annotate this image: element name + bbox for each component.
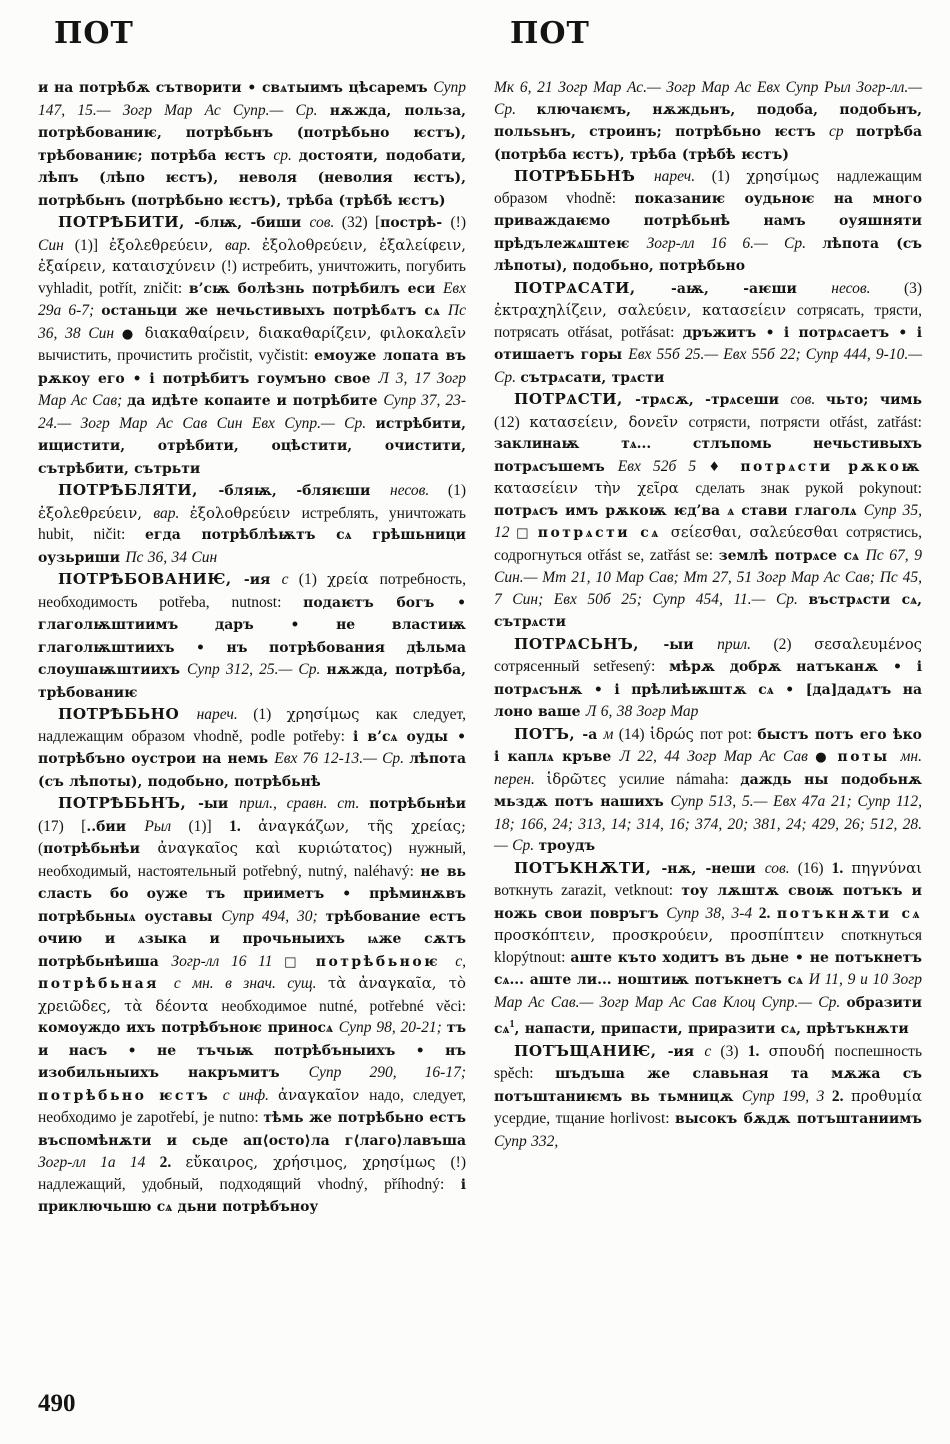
text-segment-p: споткнуться klopýtnout: (494, 927, 922, 966)
text-segment-p: усердие, тщание horlivost: (494, 1110, 676, 1128)
entry-continuation-potreba (38, 77, 466, 212)
text-segment-it: Супр 332, (494, 1132, 559, 1150)
text-segment-g: κατασείειν τὴν χεῖρα (494, 479, 696, 497)
text-segment-ocs: подаѥтъ богъ • глаголѭштиимъ даръ • не властиѭ глаголѭштиихъ • нъ потрѣбования дѣльма слоушаѭштиихъ (38, 594, 466, 678)
text-segment-g: ἀναγκαῖον (278, 1085, 370, 1104)
text-segment-ocs: -блѭ, -биши (194, 215, 310, 231)
text-segment-g: χρεία (327, 570, 380, 588)
running-head-right: ПОТ (510, 16, 590, 51)
text-segment-ocs: -а (582, 726, 604, 743)
text-segment-sup: 1 (509, 1019, 515, 1030)
text-segment-p: (!) истребить, уничтожить, погубить vyhladit, potřít, zničit: (38, 258, 466, 297)
text-segment-p: сотрясенный setřesený: (494, 658, 670, 675)
text-segment-hw: ПОТЪКНѪТИ, (514, 858, 662, 877)
text-segment-ocs: шъдъша же славьная та мѫжа съ потъштаниѥмъ вь тьмницѫ (494, 1066, 922, 1105)
text-segment-g: εὔκαιρος, χρήσιμος, χρησίμως (185, 1153, 451, 1171)
text-segment-b: 2. (159, 1154, 186, 1171)
text-segment-it: сов. (764, 859, 798, 877)
text-segment-sym: □ (516, 526, 538, 541)
entry-potshtanie (494, 1041, 922, 1153)
text-segment-it: Пс 36, 34 Син (125, 548, 218, 566)
text-segment-g: ἐξολεθρεύειν, (38, 503, 154, 522)
text-segment-ocs: , напасти, припасти, приразити сѧ, прѣтъкнѫти (514, 1021, 909, 1038)
text-segment-ocs: чьто; чимь (825, 392, 922, 408)
text-segment-ocs: дръжитъ • і потрѧсаетъ • і отишаетъ горы (494, 324, 922, 363)
text-segment-it: вар. (224, 236, 262, 254)
text-segment-ocs: аште къто ходитъ въ дьне • не потъкнетъ сѧ... аште ли... ноштиѭ потъкнетъ сѧ (494, 949, 923, 988)
text-segment-ocs: лѣпота (съ лѣпоты), подобьно, потрѣбьнѣ (38, 751, 466, 790)
entry-potryasn (494, 634, 922, 724)
text-segment-ocs: достояти, подобати, лѣпъ (лѣпо ѥстъ), неволя (неволия ѥстъ), потрѣбьнъ (потрѣбьно ѥстъ), трѣба (трѣбѣ ѥстъ) (38, 147, 467, 209)
text-segment-p: сотрясать, трясти, потрясать otřásat, potřásat: (494, 302, 922, 341)
text-segment-p: (17) [ (38, 817, 87, 835)
text-segment-it: ср (828, 123, 856, 140)
text-segment-p: (16) (797, 859, 832, 877)
text-segment-p: (14) (618, 725, 650, 743)
text-segment-ocs: -ия (667, 1043, 705, 1060)
entry-continuation-potrebn (494, 77, 922, 166)
text-segment-p: сотрястись, содрогнуться otřást se, zatřást se: (494, 524, 922, 564)
entry-potryasati (494, 278, 922, 390)
text-segment-ocs: тоу лѫштѫ своѭ потъкъ и ножь свои повръгъ (494, 883, 922, 922)
entry-pot (494, 724, 922, 858)
text-segment-g: σείεσθαι, σαλεύεσθαι (670, 523, 846, 541)
text-segment-it: Супр 513, 5.— Евх 47а 21; Супр 112, 18; 166, 24; 313, 14; 314, 16; 374, 20; 381, 24; 429, 26; 512, 28.— Ср. (494, 793, 922, 854)
text-segment-it: сов. (309, 214, 342, 231)
text-segment-it: с (704, 1042, 721, 1060)
text-segment-it: Супр 35, 12 (494, 501, 922, 541)
text-segment-p: надо, следует, необходимо je zapotřebí, je nutno: (38, 1086, 466, 1126)
text-segment-g: ἀναγκάζων, τῆς χρείας; (258, 816, 466, 835)
text-segment-it: Евх 55б 25.— Евх 55б 22; Супр 444, 9-10.— Ср. (494, 346, 922, 386)
right-column (494, 16, 922, 1152)
text-segment-b: 1. (831, 859, 852, 877)
text-segment-ocs: комоуждо ихъ потрѣбъноѥ приносѧ (38, 1020, 339, 1036)
page-number: 490 (38, 1390, 76, 1417)
entry-potrebne (494, 166, 922, 278)
text-segment-ocs: нѫжда, польза, потрѣбованиѥ, потрѣбьнъ (потрѣбьно ѥстъ), трѣбованиѥ; потрѣба ѥстъ (38, 102, 467, 164)
text-segment-g: ἐκτραχηλίζειν, σαλεύειν, κατασείειν (494, 301, 797, 319)
text-segment-it: Евх 76 12-13.— Ср. (274, 750, 410, 767)
text-segment-p: (1) (253, 706, 287, 723)
text-segment-b: 2. (831, 1087, 851, 1105)
text-segment-it: с (281, 571, 299, 588)
text-segment-it: несов. (831, 279, 904, 297)
text-segment-p: (!) надлежащий, удобный, подходящий vhodný, příhodný: (38, 1154, 467, 1193)
text-segment-g: ἀναγκαῖος καὶ κυριώτατος (157, 839, 387, 857)
text-segment-hw: ПОТРѦСЬНЪ, (514, 634, 664, 653)
text-segment-sym: ● (121, 326, 145, 342)
text-segment-p: сделать знак рукой pokynout: (695, 480, 922, 497)
text-segment-it: мн. перен. (494, 748, 922, 788)
text-segment-p: вычистить, прочистить pročistit, vyčistit: (38, 347, 315, 364)
text-segment-it: с инф. (222, 1086, 279, 1104)
text-segment-ocsx: потъкнѫти сѧ (776, 905, 923, 922)
text-segment-it: Л 22, 44 Зогр Мар Ас Сав (619, 748, 816, 765)
text-segment-it: м (603, 725, 619, 743)
text-segment-ocs: -бляѭ, -бляѥши (218, 483, 390, 499)
text-segment-ocsx: потрѧсти рѫкоѭ (740, 458, 922, 475)
text-segment-it: И 11, 9 и 10 Зогр Мар Ас Сав.— Зогр Мар Ас Сав Клоц Супр.— Ср. (494, 971, 922, 1011)
text-segment-it: Мк 6, 21 Зогр Мар Ас.— Зогр Мар Ас Евх Супр Рыл Зогр-лл.— Ср. (494, 79, 922, 118)
text-segment-it: Зогр-лл 16 11 (171, 952, 285, 970)
text-segment-it: Супр 98, 20-21; (338, 1019, 447, 1036)
text-segment-p: (3) (720, 1042, 748, 1060)
text-segment-ocs: -ия (243, 572, 282, 588)
text-segment-it: Супр 37, 23-24.— Зогр Мар Ас Сав Син Евх Супр.— Ср. (38, 392, 466, 432)
text-segment-p: (1) (447, 482, 466, 499)
text-segment-p: ) нужный, необходимый, настоятельный potřebný, nutný, naléhavý: (38, 840, 467, 880)
text-segment-p: пот pot: (700, 725, 758, 743)
text-segment-b: 1. (747, 1042, 769, 1060)
text-segment-ocs: тѣмь же потрѣбьно естъ въспомѣнѫти и сьде ап⟨осто⟩ла г⟨лаго⟩лавъша (38, 1110, 466, 1149)
text-segment-ocs: пострѣ- (380, 215, 451, 231)
text-segment-p: как следует, надлежащим образом vhodně, podle potřeby: (38, 706, 467, 745)
text-segment-hw: ПОТРѢБЛЯТИ, (58, 481, 219, 499)
text-segment-it: нареч. (196, 706, 254, 723)
text-segment-it: Пс 67, 9 Син.— Мт 21, 10 Мар Сав; Мт 27, 51 Зогр Мар Ас Сав; Пс 45, 7 Син; Евх 50б 25; Супр 454, 11.— Ср. (494, 546, 922, 608)
text-segment-it: Зогр-лл 1а 14 (38, 1154, 160, 1171)
text-segment-ocs: высокъ бѫдѫ потъштаниимъ (675, 1111, 922, 1128)
text-segment-g: κατασείειν, δονεῖν (529, 412, 689, 431)
text-segment-p: необходимое nutné, potřebné věci: (221, 997, 467, 1015)
text-segment-hw: ПОТРѦСАТИ, (514, 278, 672, 297)
text-segment-g: ἱδρῶτες (546, 769, 619, 788)
text-segment-ocs: и на потрѣбѫ сътворити • свѧтыимъ цѣсаремъ (38, 80, 434, 96)
entry-potryasti (494, 389, 922, 634)
text-segment-p: (1)] (188, 817, 230, 835)
text-segment-p: (32) [ (341, 214, 381, 231)
text-segment-ocs: троудъ (538, 838, 596, 854)
entry-potrebn (38, 793, 466, 1219)
text-segment-it: несов. (390, 482, 448, 499)
text-segment-ocs: быстъ потъ его ѣко і каплѧ кръве (494, 726, 922, 765)
text-segment-p: (!) (450, 214, 466, 231)
text-segment-g: διακαθαίρειν, διακαθαρίζειν, φιλοκαλεῖν (144, 323, 467, 342)
text-segment-ocs: потрѧсъ имъ рѫкоѭ ѥд’ва ѧ стави глаголѧ (494, 502, 864, 519)
text-segment-p: надлежащим образом vhodně: (494, 168, 922, 207)
text-segment-it: с, (455, 952, 466, 970)
text-segment-it: прил. (717, 635, 774, 653)
entry-potrebovanie (38, 569, 466, 704)
text-segment-p: истреблять, уничтожать hubit, ničit: (38, 504, 466, 543)
text-segment-ocs: не вь сласть бо оуже тъ прииметъ • прѣминѫвъ потрѣбьныѧ оуставы (38, 863, 466, 925)
text-segment-ocs: -аѭ, -аѥши (671, 280, 832, 297)
text-segment-hw: ПОТРѢБЬНО (58, 705, 197, 723)
text-segment-it: Супр 290, 16-17; (308, 1064, 466, 1081)
text-segment-it: Евх 52б 5 (617, 457, 709, 475)
text-segment-p: потребность, необходимость potřeba, nutnost: (38, 571, 466, 611)
text-segment-ocs: показаниѥ оудьноѥ на много приваждаѥмо потрѣбьнѣ намъ оуяшняти прѣдълежѧштеѥ (494, 190, 923, 252)
text-segment-it: Супр 494, 30; (221, 907, 326, 925)
text-segment-ocs: нѫжда, потрѣба, трѣбованиѥ (38, 662, 466, 701)
text-segment-sym: □ (284, 954, 316, 970)
text-segment-ocs: землѣ потрѧсе сѧ (718, 547, 866, 564)
text-segment-g: χρησίμως (286, 705, 376, 723)
text-segment-it: нареч. (653, 168, 712, 185)
text-segment-p: (1)] (74, 236, 110, 254)
text-segment-ocs: -ыи (663, 636, 718, 653)
text-segment-ocs: потрѣбьнѣи (369, 796, 466, 812)
text-segment-g: πηγνύναι (851, 858, 923, 877)
text-segment-p: (1) (711, 168, 747, 185)
text-segment-ocsx: потрѣбьная (38, 976, 174, 992)
text-segment-g: τὰ ἀναγκαῖα, τὸ χρειῶδες, τὰ δέοντα (38, 974, 466, 1015)
text-segment-ocs: -трѧсѫ, -трѧсеши (635, 392, 791, 408)
entry-potrebiti (38, 212, 466, 480)
text-segment-it: ср. (273, 146, 299, 164)
text-segment-ocs: потрѣбьнѣи (43, 841, 158, 857)
text-segment-g: ἱδρώς (649, 724, 701, 743)
text-segment-hw: ПОТЪ, (514, 724, 583, 743)
text-segment-ocs: останьци же нечьстивыхъ потрѣбѧтъ сѧ (101, 303, 448, 319)
text-segment-it: Рыл (144, 817, 189, 835)
text-segment-it: Супр 147, 15.— Зогр Мар Ас Супр.— Ср. (38, 79, 466, 119)
text-segment-ocs: сътрѧсати, трѧсти (520, 369, 665, 386)
text-segment-hw: ПОТРѦСТИ, (514, 390, 636, 408)
text-segment-g: ἐξολοθρεύειν (189, 503, 302, 522)
text-segment-ocs: трѣбование естъ очию и ѧзыка и прочьныихъ ѩже сѫтъ потрѣбьнѣиша (38, 908, 466, 970)
text-segment-it: Л 6, 38 Зогр Мар (585, 703, 699, 720)
text-segment-hw: ПОТРѢБОВАНИѤ, (58, 570, 244, 588)
text-segment-p: поспешность spěch: (494, 1042, 923, 1083)
text-segment-ocs: даждь ны подобьнѫ мьздѫ потъ нашихъ (494, 771, 922, 810)
text-segment-p: (2) (773, 635, 815, 653)
text-segment-ocsx: потрѧсти сѧ (537, 525, 671, 541)
text-segment-ocs: истрѣбити, ищистити, отрѣбити, оцѣстити, очистити, сътрѣбити, сътрьти (38, 415, 466, 477)
entry-potreblyati (38, 480, 466, 569)
text-segment-it: Пс 36, 38 Син (38, 302, 466, 342)
text-segment-ocs: лѣпота (съ лѣпоты), подобьно, потрѣбьно (494, 235, 922, 274)
text-segment-b: 1. (229, 817, 259, 835)
text-segment-g: προθυμία (851, 1086, 923, 1105)
text-segment-ocsx: поты (837, 749, 901, 765)
text-segment-p: воткнуть zarazit, vetknout: (494, 882, 682, 899)
text-segment-p: ( (38, 840, 44, 857)
text-segment-p: (12) (494, 413, 530, 431)
text-segment-p: (1) (298, 571, 328, 588)
text-segment-it: Евх 29а 6-7; (38, 279, 467, 319)
text-segment-ocs: егда потрѣблѣѭтъ сѧ грѣшьници оузьриши (38, 527, 467, 566)
text-segment-ocs: ключаѥмъ, нѫждьнъ, подоба, подобьнъ, польѕьнъ, строинъ; потрѣбьно ѥстъ (494, 101, 922, 140)
entry-potrebno (38, 704, 466, 793)
text-segment-ocs: і приключьшю сѧ дьни потрѣбъноу (38, 1176, 466, 1215)
text-segment-ocs: і в’сѧ оуды • потрѣбъно оустрои на немь (38, 728, 466, 767)
text-segment-it: прил., сравн. ст. (239, 795, 370, 812)
entry-potknuti (494, 858, 922, 1041)
text-segment-hw: ПОТРѢБИТИ, (58, 213, 195, 231)
text-segment-it: сов. (790, 391, 826, 408)
running-head-left: ПОТ (54, 16, 134, 51)
text-segment-ocsx: потрѣбьно ѥстъ (38, 1087, 223, 1104)
text-segment-it: Супр 38, 3-4 (666, 904, 759, 922)
text-segment-it: с мн. в знач. сущ. (173, 975, 328, 992)
text-segment-ocs: образити сѧ (494, 994, 922, 1038)
text-segment-ocsx: потрѣбьноѥ (315, 953, 456, 970)
text-segment-g: προσκόπτειν, προσκρούειν, προσπίπτειν (494, 926, 842, 944)
text-segment-ocs: мѣрѫ добрѫ натъканѫ • і потрѧсънѫ • і прѣлиѣѭштѫ сѧ • [да]дадѧтъ на лоно ваше (494, 659, 922, 720)
text-segment-ocs: тъ и насъ • не тъчьѭ потрѣбъныихъ • нъ изобильныихъ накръмитъ (38, 1020, 467, 1081)
text-segment-g: ἐξολοθρεύειν, ἐξαλείφειν, ἐξαίρειν, καταισχύνειν (38, 235, 466, 275)
text-segment-sym: ♦ (708, 459, 741, 475)
text-segment-sym: ● (815, 750, 838, 765)
text-segment-ocs: -ыи (198, 796, 240, 812)
text-segment-it: Супр 312, 25.— Ср. (187, 661, 327, 678)
text-segment-it: Л 3, 17 Зогр Мар Ас Сав; (38, 369, 466, 409)
text-segment-it: Супр 199, 3 (741, 1087, 832, 1105)
text-segment-it: Зогр-лл 16 6.— Ср. (646, 234, 823, 252)
text-segment-hw: ПОТЪЩАНИѤ, (514, 1041, 668, 1060)
text-segment-ocs: -нѫ, -неши (661, 860, 765, 877)
text-segment-ocs: въстрѧсти сѧ, сътрѧсти (494, 591, 922, 630)
text-segment-p: сотрясти, потрясти otřást, zatřást: (688, 413, 922, 431)
text-segment-it: Син (38, 236, 75, 254)
text-segment-ocs: да идѣте копаите и потрѣбите (127, 393, 384, 409)
text-segment-p: (3) (903, 279, 923, 297)
text-segment-ocs: ..бии (86, 818, 145, 835)
text-segment-b: 2. (758, 904, 777, 922)
text-segment-ocs: в’сѭ болѣзнь потрѣбилъ еси (188, 280, 443, 297)
text-segment-p: усилие námaha: (618, 770, 741, 788)
text-segment-ocs: емоуже лопата въ рѫкоу его • і потрѣбитъ гоумъно свое (38, 348, 466, 387)
text-segment-ocs: заклинаѭ тѧ... стлъпомь нечьстивыхъ потрѧсъшемъ (494, 436, 922, 475)
text-segment-g: χρησίμως (746, 167, 837, 185)
text-segment-it: вар. (153, 504, 190, 522)
text-segment-hw: ПОТРѢБЬНЪ, (58, 794, 199, 812)
text-segment-g: σεσαλευμένος (814, 634, 923, 653)
text-segment-hw: ПОТРѢБЬНѢ (514, 167, 654, 185)
text-segment-g: σπουδή (768, 1041, 835, 1060)
text-segment-ocs: потрѣба (потрѣба ѥстъ), трѣба (трѣбѣ ѥстъ) (494, 124, 922, 163)
text-segment-g: ἐξολεθρεύειν, (109, 235, 225, 254)
left-column (38, 16, 466, 1219)
